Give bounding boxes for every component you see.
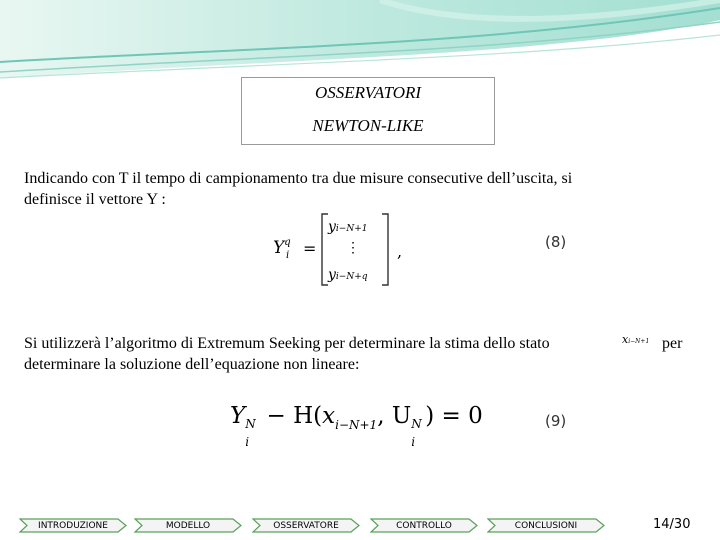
nav-introduzione[interactable]: INTRODUZIONE [19, 518, 127, 533]
title-box [241, 77, 495, 145]
eq8-comma: , [397, 242, 403, 261]
nav-modello[interactable]: MODELLO [134, 518, 242, 533]
eq8-number: (8) [545, 233, 567, 251]
nav-osservatore[interactable]: OSSERVATORE [252, 518, 360, 533]
eq8-lhs: $Y^q$ [273, 237, 291, 258]
body2-line-2: determinare la soluzione dell’equazione non lineare: [24, 356, 360, 373]
nav-controllo[interactable]: CONTROLLO [370, 518, 478, 533]
nav-conclusioni[interactable]: CONCLUSIONI [487, 518, 605, 533]
eq8-top: yi−N+1 [328, 219, 368, 235]
intro-line-1: Indicando con T il tempo di campionamento tra due misure consecutive dell’uscita, si [24, 170, 573, 187]
title-line-2: NEWTON-LIKE [312, 116, 424, 135]
body2-after-symbol: per [662, 335, 683, 352]
page-number: 14/30 [653, 517, 691, 532]
header-banner [0, 0, 720, 85]
body2-line-1: Si utilizzerà l’algoritmo di Extremum Seeking per determinare la stima dello stato [24, 335, 550, 352]
eq8-bottom: yi−N+q [328, 267, 368, 283]
eq9-number: (9) [545, 412, 567, 430]
title-line-1: OSSERVATORI [314, 83, 422, 102]
eq8-lhs-sub: i [286, 250, 290, 261]
body2-inline-symbol: xi−N+1 [622, 333, 650, 346]
eq8-dots: ⋮ [346, 240, 360, 256]
eq9-formula: Y N i − $H(x_{i-N+1}$, U N i ) = 0 [230, 403, 483, 449]
intro-line-2: definisce il vettore Y : [24, 191, 166, 208]
